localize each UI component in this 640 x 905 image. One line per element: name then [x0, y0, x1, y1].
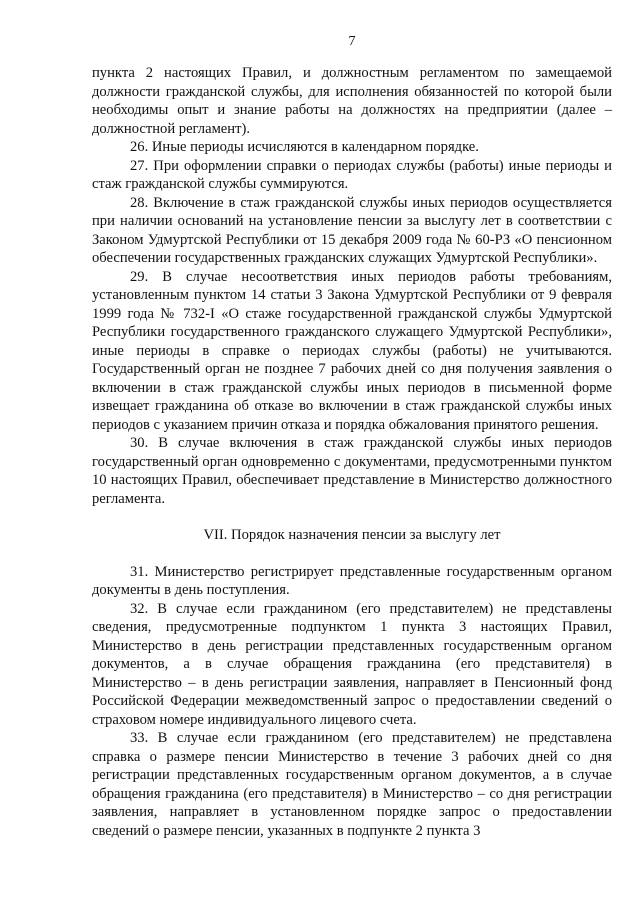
section-heading: VII. Порядок назначения пенсии за выслугу лет — [203, 527, 501, 543]
paragraph-30: 30. В случае включения в стаж гражданской службы иных периодов государственный орган одновременно с документами, предусмотренными пунктом 10 настоящих Правил, обеспечивает представление в Министерство должностного регламента. — [92, 435, 612, 507]
paragraph-continuation: пункта 2 настоящих Правил, и должностным регламентом по замещаемой должности гражданской службы, для исполнения обязанностей по которой были необходимы опыт и знание работы на должностях на предприятии (далее – должностной регламент). — [92, 65, 612, 137]
paragraph-29: 29. В случае несоответствия иных периодов работы требованиям, установленным пунктом 14 статьи 3 Закона Удмуртской Республики от 9 февраля 1999 года № 732-I «О стаже государственной гражданской службы Удмуртской Республики государственного гражданского служащего Удмуртской Республики», иные периоды в справке о периодах службы (работы) не учитываются. Государственный орган не позднее 7 рабочих дней со дня получения заявления о включении в стаж гражданской службы иных периодов в письменной форме извещает гражданина об отказе во включении в стаж гражданской службы иных периодов с указанием причин отказа и порядка обжалования принятого решения. — [92, 268, 612, 433]
paragraph-31: 31. Министерство регистрирует представленные государственным органом документы в день поступления. — [92, 563, 612, 598]
paragraph-26: 26. Иные периоды исчисляются в календарном порядке. — [130, 139, 479, 155]
paragraph-32: 32. В случае если гражданином (его представителем) не представлены сведения, предусмотренные подпунктом 1 пункта 3 настоящих Правил, Министерство в день регистрации представленных государственным органом документов, а в случае обращения гражданина (его представителя) в Министерство – в день регистрации заявления, направляет в Пенсионный фонд Российской Федерации межведомственный запрос о предоставлении сведений о страховом номере индивидуального лицевого счета. — [92, 600, 612, 728]
paragraph-33: 33. В случае если гражданином (его представителем) не представлена справка о размере пенсии Министерство в течение 3 рабочих дней со дня регистрации представленных государственным органом документов, а в случае обращения гражданина (его представителя) в Министерство – со дня регистрации заявления, направляет в установленном порядке запрос о предоставлении сведений о размере пенсии, указанных в подпункте 2 пункта 3 — [92, 730, 612, 839]
paragraph-27: 27. При оформлении справки о периодах службы (работы) иные периоды и стаж гражданской службы суммируются. — [92, 157, 612, 192]
document-body — [92, 64, 612, 840]
paragraph-28: 28. Включение в стаж гражданской службы иных периодов осуществляется при наличии оснований на установление пенсии за выслугу лет в соответствии с Законом Удмуртской Республики от 15 декабря 2009 года № 60-РЗ «О пенсионном обеспечении государственных гражданских служащих Удмуртской Республики». — [92, 194, 612, 266]
page-number: 7 — [348, 34, 356, 49]
